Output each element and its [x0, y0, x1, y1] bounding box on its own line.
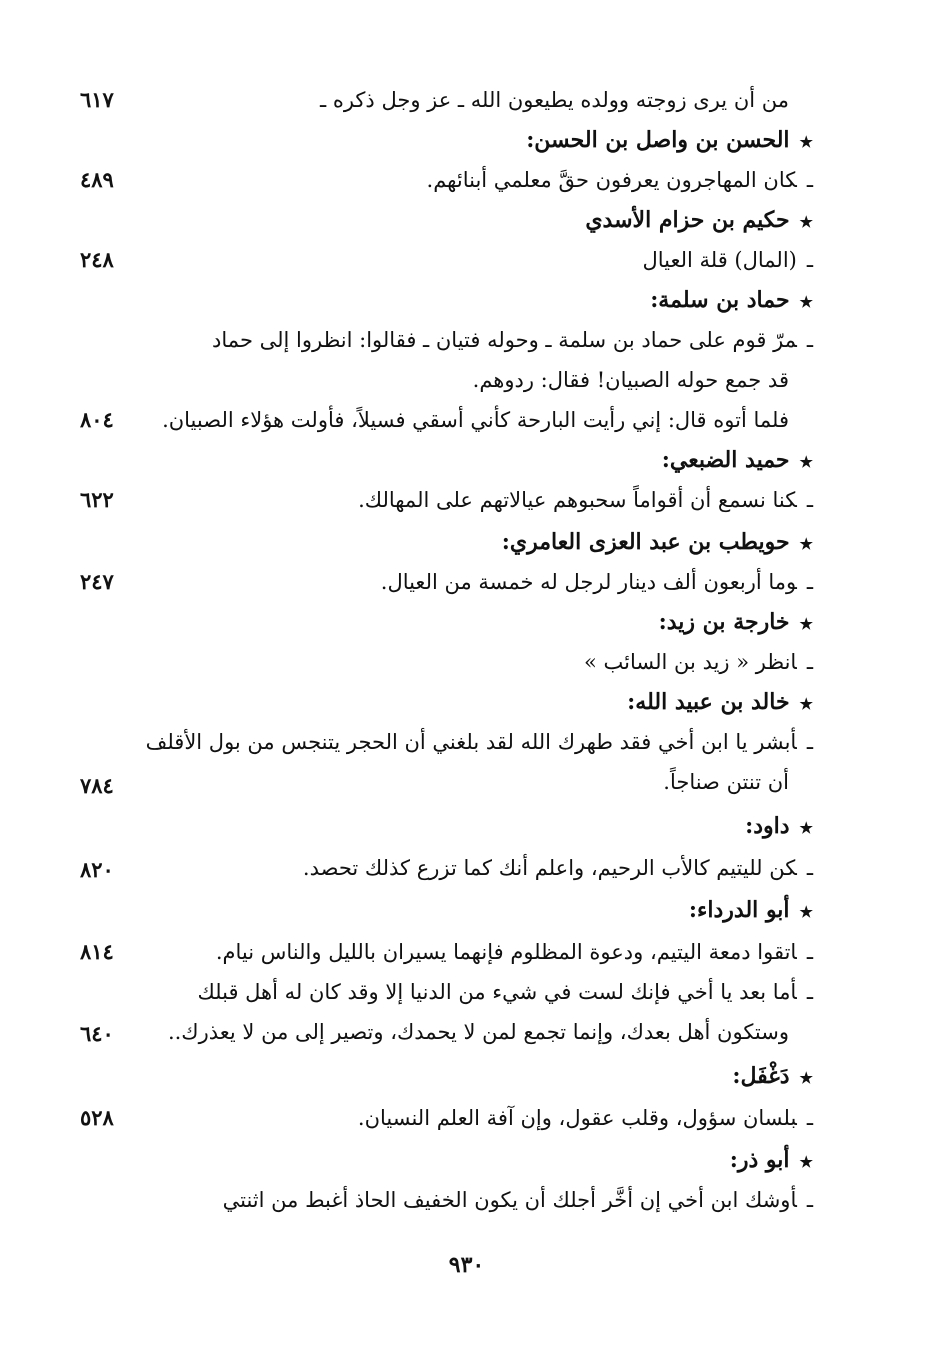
entry-heading — [502, 528, 813, 556]
dash-mark: ـ — [806, 168, 813, 192]
entry-heading — [627, 688, 813, 716]
text-line: من أن يرى زوجته وولده يطيعون الله ـ عز وجل ذكره ـ — [320, 88, 789, 112]
entry-heading — [730, 1146, 813, 1174]
heading-text: حويطب بن عبد العزى العامري: — [501, 529, 790, 555]
dash-mark: ـ — [806, 1106, 813, 1130]
quote-line — [303, 854, 813, 882]
quote-line — [216, 938, 813, 966]
heading-text: حميد الضبعي: — [661, 447, 790, 473]
star-icon: ★ — [799, 695, 813, 713]
heading-text: خارجة بن زيد: — [658, 609, 790, 635]
reference-number: ٦٤٠ — [80, 1021, 114, 1046]
entry-heading — [659, 608, 813, 636]
quote-line — [642, 246, 813, 274]
reference-number: ٢٤٨ — [80, 247, 114, 272]
star-icon: ★ — [799, 1153, 813, 1171]
reference-number: ٥٢٨ — [80, 1105, 114, 1130]
text-line: قد جمع حوله الصبيان! فقال: ردوهم. — [472, 368, 789, 392]
dash-mark: ـ — [806, 328, 813, 352]
quote-line — [223, 1186, 813, 1214]
reference-number: ٧٨٤ — [80, 773, 114, 798]
entry-heading — [745, 812, 813, 840]
reference-number: ٦٢٢ — [80, 487, 114, 512]
quote-text: (المال) قلة العيال — [642, 248, 797, 272]
quote-text: أبشر يا ابن أخي فقد طهرك الله لقد بلغني أن الحجر يتنجس من بول الأقلف — [145, 730, 797, 754]
text-line: أن تنتن صناجاً. — [663, 770, 789, 794]
star-icon: ★ — [799, 819, 813, 837]
quote-line — [212, 326, 813, 354]
quote-text: أما بعد يا أخي فإنك لست في شيء من الدنيا إلا وقد كان له أهل قبلك — [197, 980, 797, 1004]
reference-number: ٤٨٩ — [80, 167, 114, 192]
reference-number: ٢٤٧ — [80, 569, 114, 594]
star-icon: ★ — [799, 293, 813, 311]
entry-heading — [662, 446, 813, 474]
star-icon: ★ — [799, 615, 813, 633]
quote-text: مرّ قوم على حماد بن سلمة ـ وحوله فتيان ـ فقالوا: انظروا إلى حماد — [212, 328, 797, 352]
star-icon: ★ — [799, 1069, 813, 1087]
entry-heading — [585, 206, 813, 234]
dash-mark: ـ — [806, 488, 813, 512]
quote-text: كنا نسمع أن أقواماً سحبوهم عيالاتهم على المهالك. — [358, 488, 797, 512]
quote-line — [146, 728, 813, 756]
reference-number: ٨٠٤ — [80, 407, 114, 432]
text-line: وستكون أهل بعدك، وإنما تجمع لمن لا يحمدك، وتصير إلى من لا يعذرك.. — [167, 1020, 789, 1044]
star-icon: ★ — [799, 213, 813, 231]
star-icon: ★ — [799, 903, 813, 921]
entry-heading — [689, 896, 813, 924]
quote-text: اتقوا دمعة اليتيم، ودعوة المظلوم فإنهما يسيران بالليل والناس نيام. — [215, 940, 797, 964]
dash-mark: ـ — [806, 248, 813, 272]
quote-line — [358, 486, 813, 514]
star-icon: ★ — [799, 453, 813, 471]
quote-text: وما أربعون ألف دينار لرجل له خمسة من العيال. — [380, 570, 797, 594]
heading-text: الحسن بن واصل بن الحسن: — [526, 127, 790, 153]
star-icon: ★ — [799, 535, 813, 553]
dash-mark: ـ — [806, 856, 813, 880]
quote-text: أوشك ابن أخي إن أخَّر أجلك أن يكون الخفيف الحاذ أغبط من اثنتي — [222, 1188, 797, 1212]
dash-mark: ـ — [806, 730, 813, 754]
entry-heading — [526, 126, 813, 154]
dash-mark: ـ — [806, 570, 813, 594]
heading-text: داود: — [745, 813, 790, 839]
heading-text: حماد بن سلمة: — [650, 287, 790, 313]
reference-number: ٨٢٠ — [80, 857, 114, 882]
entry-heading — [732, 1062, 813, 1090]
heading-text: دَغْفَل: — [732, 1063, 790, 1089]
dash-mark: ـ — [806, 650, 813, 674]
page-number: ٩٣٠ — [448, 1252, 485, 1278]
quote-line — [358, 1104, 813, 1132]
quote-text: انظر « زيد بن السائب » — [584, 650, 797, 674]
text-line: فلما أتوه قال: إني رأيت البارحة كأني أسقي فسيلاً، فأولت هؤلاء الصبيان. — [162, 408, 789, 432]
reference-number: ٦١٧ — [80, 87, 114, 112]
quote-text: بلسان سؤول، وقلب عقول، وإن آفة العلم النسيان. — [357, 1106, 797, 1130]
heading-text: حكيم بن حزام الأسدي — [585, 207, 790, 233]
reference-number: ٨١٤ — [80, 939, 114, 964]
dash-mark: ـ — [806, 980, 813, 1004]
dash-mark: ـ — [806, 940, 813, 964]
quote-text: كان المهاجرون يعرفون حقَّ معلمي أبنائهم. — [426, 168, 797, 192]
quote-line — [584, 648, 813, 676]
dash-mark: ـ — [806, 1188, 813, 1212]
heading-text: أبو ذر: — [729, 1147, 790, 1173]
entry-heading — [650, 286, 813, 314]
quote-text: كن لليتيم كالأب الرحيم، واعلم أنك كما تزرع كذلك تحصد. — [302, 856, 797, 880]
quote-line — [381, 568, 813, 596]
star-icon: ★ — [799, 133, 813, 151]
quote-line — [427, 166, 813, 194]
quote-line — [197, 978, 813, 1006]
heading-text: خالد بن عبيد الله: — [627, 689, 790, 715]
heading-text: أبو الدرداء: — [688, 897, 790, 923]
